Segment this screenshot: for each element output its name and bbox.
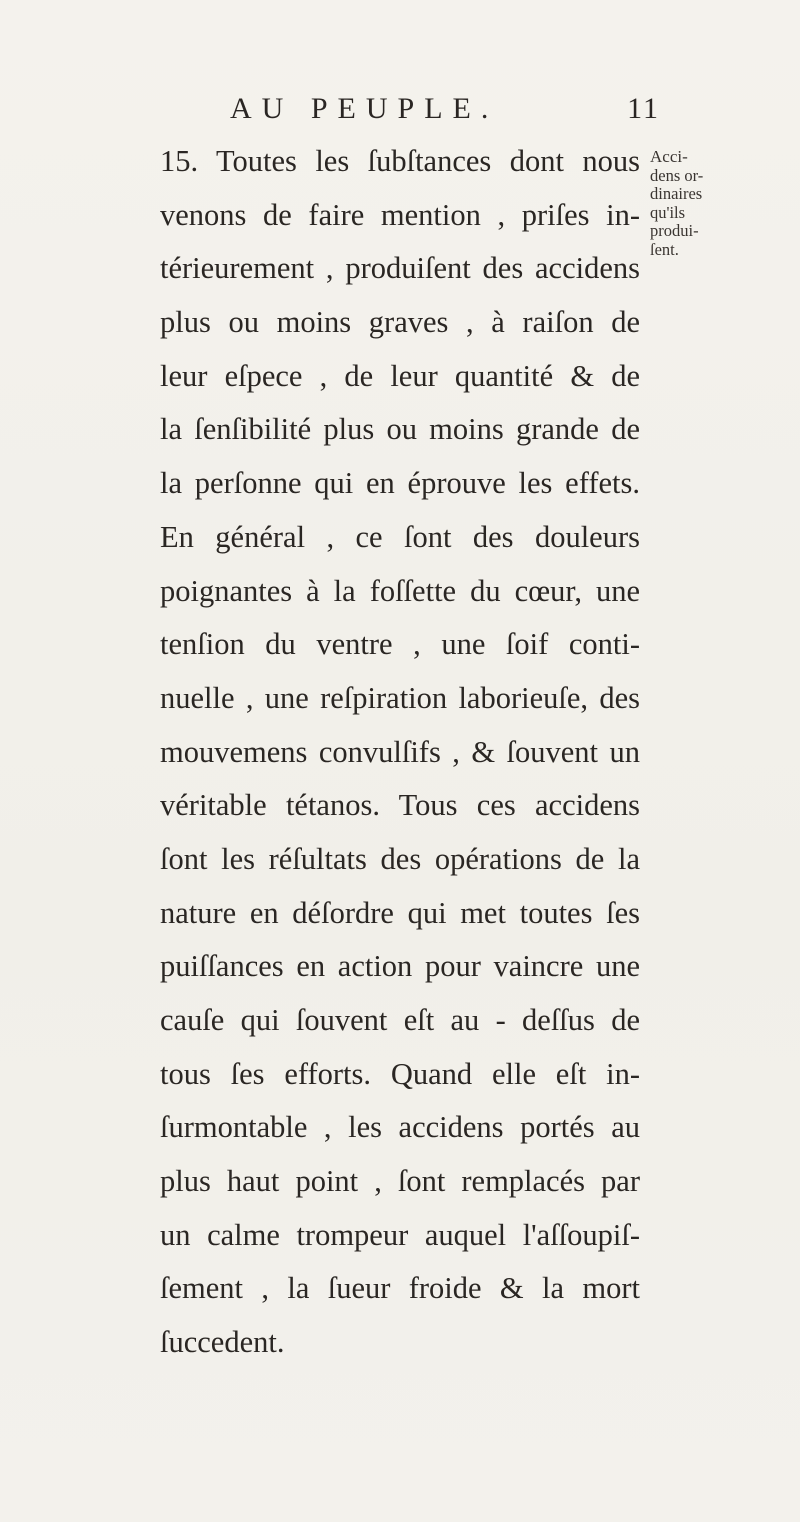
running-head (230, 92, 660, 132)
text-line: tenſion du ventre , une ſoif conti- (160, 627, 640, 662)
text-line: venons de faire mention , priſes in- (160, 197, 640, 232)
text-line: ſont les réſultats des opérations de la (160, 841, 640, 876)
text-line: cauſe qui ſouvent eſt au - deſſus de (160, 1003, 640, 1037)
text-line: nature en déſordre qui met toutes ſes (160, 895, 640, 930)
text-line: puiſſances en action pour vaincre une (160, 949, 640, 984)
text-line: térieurement , produiſent des accidens (160, 251, 640, 286)
text-line: la perſonne qui en éprouve les effets. (160, 466, 640, 501)
paragraph-15 (160, 135, 640, 1370)
marginal-note-line: ſent. (650, 239, 679, 259)
marginal-note-line: produi- (650, 221, 699, 240)
text-line: ſuccedent. (160, 1325, 285, 1360)
text-line: En général , ce ſont des douleurs (160, 519, 640, 554)
page-number: 11 (627, 92, 660, 125)
text-line: tous ſes efforts. Quand elle eſt in- (160, 1056, 640, 1091)
text-line: un calme trompeur auquel l'aſſoupiſ- (160, 1217, 640, 1252)
text-line: ſement , la ſueur froide & la mort (160, 1271, 640, 1306)
marginal-note-line: dinaires (650, 184, 703, 203)
text-line: la ſenſibilité plus ou moins grande de (160, 412, 640, 447)
marginal-note-line: dens or- (650, 165, 704, 185)
text-line: mouvemens convulſifs , & ſouvent un (160, 734, 640, 769)
text-line: nuelle , une reſpiration laborieuſe, des (160, 680, 640, 715)
text-line: leur eſpece , de leur quantité & de (160, 358, 640, 393)
marginal-note-line: qu'ils (650, 202, 686, 222)
marginal-note-line: Acci- (650, 147, 688, 166)
running-head-title: AU PEUPLE. (230, 92, 499, 125)
text-line: poignantes à la foſſette du cœur, une (160, 573, 640, 608)
text-line: plus haut point , ſont remplacés par (160, 1164, 640, 1199)
text-line: véritable tétanos. Tous ces accidens (160, 788, 640, 823)
text-line: plus ou moins graves , à raiſon de (160, 305, 640, 340)
marginal-note (650, 148, 760, 259)
text-line: ſurmontable , les accidens portés au (160, 1110, 640, 1145)
text-line: 15. Toutes les ſubſtances dont nous (160, 144, 640, 178)
